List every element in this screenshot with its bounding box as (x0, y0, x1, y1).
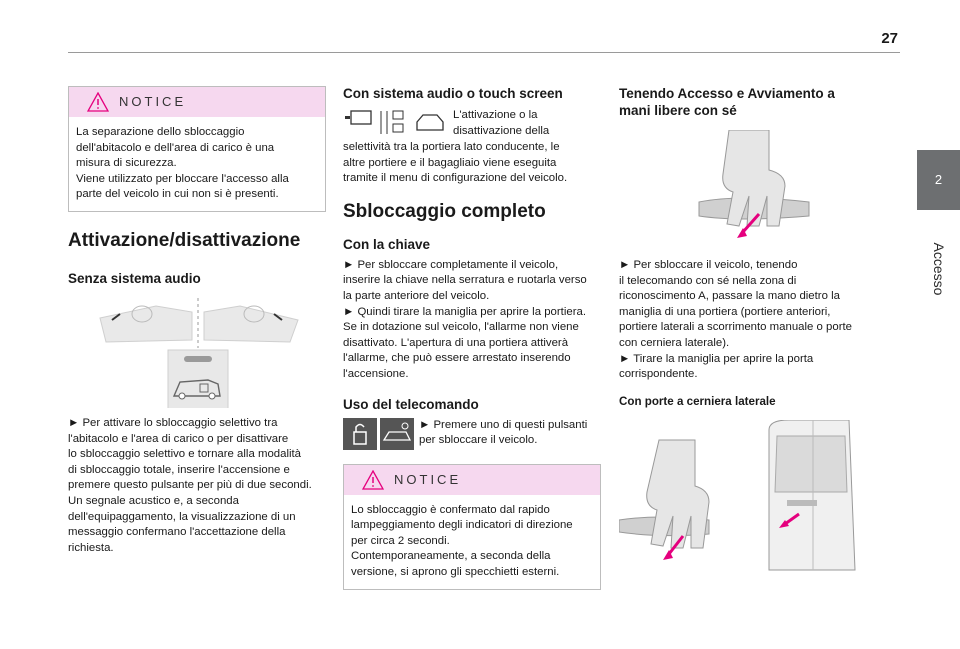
chapter-tab[interactable]: 2 (917, 150, 960, 210)
handsfree-paragraph (619, 258, 859, 383)
text-line: richiesta. (68, 541, 114, 554)
text-line: l'allarme, che può essere arrestato inserendo (343, 352, 571, 365)
notice-line: dell'abitacolo e dell'area di carico è una (76, 141, 275, 154)
notice-title: NOTICE (394, 471, 462, 487)
text-line: la parte anteriore del veicolo. (343, 289, 490, 302)
text-line: corrispondente. (619, 368, 698, 381)
notice-line: versione, si aprono gli specchietti esterni. (351, 565, 560, 578)
text-line: inserire la chiave nella serratura e ruotarla verso (343, 274, 587, 287)
subheading: Tenendo Accesso e Avviamento a (619, 86, 835, 101)
text-line: ► Per attivare lo sbloccaggio selettivo tra (68, 416, 278, 429)
warning-icon (87, 92, 109, 112)
subheading: Senza sistema audio (68, 270, 201, 286)
text-line: Un segnale acustico e, a seconda (68, 494, 239, 507)
text-line: L'attivazione o la (453, 109, 538, 121)
header-rule (68, 52, 900, 53)
notice-body (344, 495, 600, 589)
text-line: tramite il menu di configurazione del veicolo. (343, 172, 568, 185)
intro-block (343, 108, 601, 140)
text-line: ► Premere uno di questi pulsanti (419, 418, 588, 431)
text-line: maniglia di una portiera (portiere anteriori, (619, 305, 831, 318)
text-line: di sbloccaggio totale, inserire l'accensione e (68, 463, 290, 476)
subheading: Uso del telecomando (343, 396, 479, 412)
rear-door-illustration (619, 420, 859, 580)
notice-line: lampeggiamento degli indicatori di direzione (351, 519, 573, 532)
notice-line: Lo sbloccaggio è confermato dal rapido (351, 503, 550, 516)
column-2 (343, 86, 601, 590)
text-line: premere questo pulsante per più di due secondi. (68, 479, 312, 492)
notice-line: Viene utilizzato per bloccare l'accesso alla (76, 172, 289, 185)
text-line: messaggio confermano l'accettazione della (68, 526, 286, 539)
text-line: Se in dotazione sul veicolo, l'allarme non viene (343, 321, 579, 334)
text-line: lo sbloccaggio selettivo e tornare alla modalità (68, 448, 302, 461)
notice-body (69, 117, 325, 211)
remote-block (343, 418, 601, 452)
text-line: altre portiere e il bagagliaio viene eseguita (343, 156, 557, 169)
text-line: riconoscimento A, passare la mano dietro la (619, 290, 840, 303)
text-line: selettività tra la portiera lato conducente, le (343, 141, 560, 153)
notice-line: Contemporaneamente, a seconda della (351, 550, 551, 563)
subheading: Con sistema audio o touch screen (343, 86, 563, 101)
text-line: ► Per sbloccare il veicolo, tenendo (619, 259, 798, 271)
section-heading: Attivazione/disattivazione (68, 229, 301, 251)
unlock-icon (343, 418, 377, 450)
subheading: mani libere con sé (619, 103, 737, 118)
notice-line: misura di sicurezza. (76, 157, 177, 170)
text-line: l'abitacolo e l'area di carico o per disattivare (68, 432, 289, 445)
car-interior-illustration (68, 298, 326, 408)
section-heading: Sbloccaggio completo (343, 200, 546, 222)
text-line: disattivato. L'apertura di una portiera attiverà (343, 336, 569, 349)
notice-line: per circa 2 secondi. (351, 534, 450, 547)
notice-line: parte del veicolo in cui non si è presenti. (76, 188, 279, 201)
text-line: disattivazione della (453, 124, 550, 137)
page-number: 27 (881, 30, 898, 47)
subheading: Con la chiave (343, 236, 431, 252)
text-line: portiere laterali a scorrimento manuale o porte (619, 321, 852, 334)
hand-handle-illustration (619, 130, 859, 250)
instruction-paragraph (68, 416, 326, 556)
text-line: dell'equipaggamento, la visualizzazione di un (68, 510, 296, 523)
menu-icons (343, 108, 445, 138)
text-line: con cerniera laterale). (619, 336, 730, 349)
notice-header (344, 465, 600, 495)
cargo-unlock-icon (380, 418, 414, 450)
notice-header (69, 87, 325, 117)
column-3 (619, 86, 859, 580)
column-1 (68, 86, 326, 556)
key-paragraph (343, 258, 601, 383)
text-line: ► Per sbloccare completamente il veicolo, (343, 258, 559, 271)
text-line: il telecomando con sé nella zona di (619, 274, 797, 287)
notice-line: La separazione dello sbloccaggio (76, 126, 245, 138)
notice-title: NOTICE (119, 94, 187, 109)
text-line: per sbloccare il veicolo. (419, 434, 538, 447)
text-line: ► Quindi tirare la maniglia per aprire la portiera. (343, 305, 586, 318)
warning-icon (362, 470, 384, 490)
notice-box (343, 464, 601, 590)
text-line: ► Tirare la maniglia per aprire la porta (619, 352, 814, 365)
notice-box (68, 86, 326, 212)
chapter-title: Accesso (930, 242, 947, 296)
text-line: l'accensione. (343, 367, 409, 380)
subheading: Con porte a cerniera laterale (619, 394, 776, 408)
